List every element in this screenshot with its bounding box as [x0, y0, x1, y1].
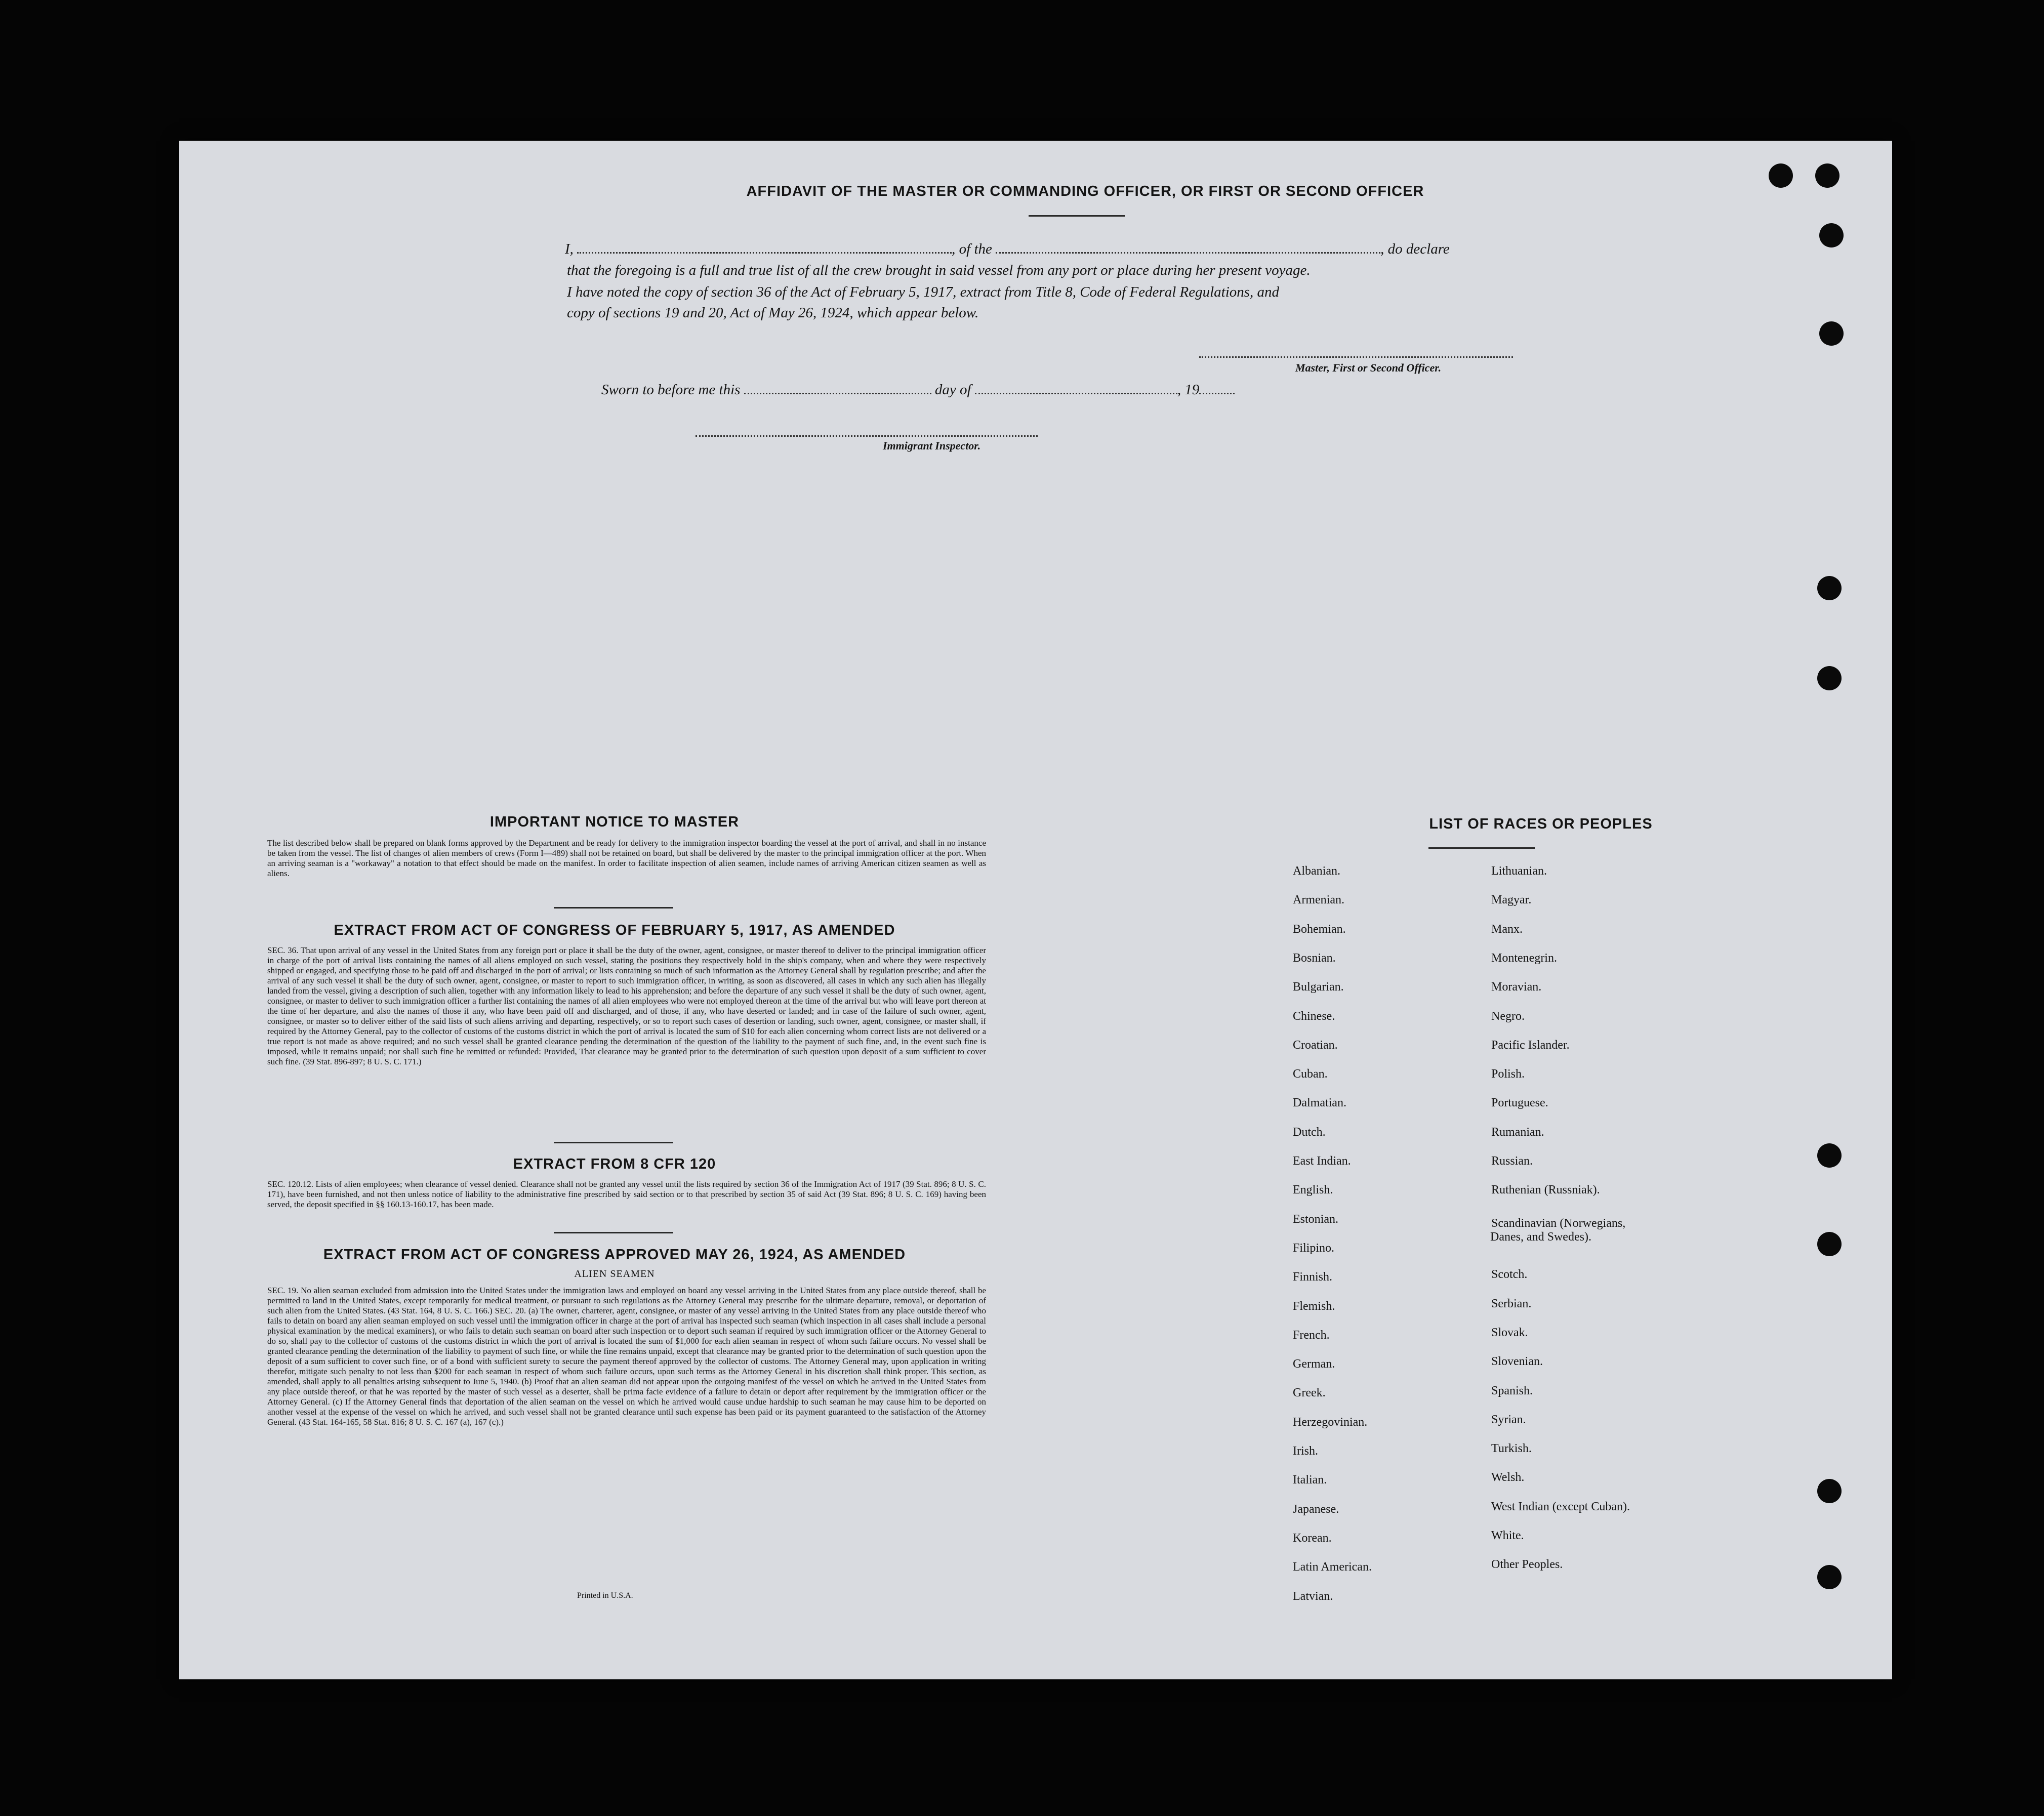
race-item: White. [1491, 1529, 1524, 1542]
race-item: Armenian. [1293, 893, 1344, 907]
declarant-label: I, [565, 241, 574, 257]
race-item: Danes, and Swedes). [1490, 1230, 1591, 1244]
race-item: Irish. [1293, 1444, 1318, 1458]
race-item: Polish. [1491, 1067, 1525, 1081]
divider [554, 1232, 673, 1233]
race-item: Latvian. [1293, 1589, 1333, 1603]
divider [1029, 215, 1125, 217]
divider [554, 1142, 673, 1143]
divider [1428, 847, 1535, 849]
extract-1917-body: SEC. 36. That upon arrival of any vessel in the United States from any foreign port or place it shall be the duty of the owner, agent, consignee, or master thereof to deliver to the principal immigration officer in charge of the port of arrival lists containing the names of all aliens employed on such vessel, stating the positions they respectively hold in the ship's company, when and where they were respectively shipped or engaged, and specifying those to be paid off and discharged in the port of arrival; or lists containing so much of such information as the Attorney General shall by regulation prescribe; and after the arrival of any such vessel it shall be the duty of such owner, agent, consignee, or master to report to such immigration officer, in writing, as soon as discovered, all cases in which any such alien has illegally landed from the vessel, giving a description of such alien, together with any information likely to lead to his apprehension; and before the departure of any such vessel it shall be the duty of such owner, agent, consignee, or master to deliver to such immigration officer a further list containing the names of all alien employees who were not employed thereon at the time of the arrival but who will leave port thereon at the time of her departure, and also the names of those if any, who have been paid off and discharged, and of those, if any, who have deserted or landed; and in case of the failure of such owner, agent, consignee, or master so to deliver either of the said lists of such aliens arriving and departing, respectively, or so to report such cases of desertion or landing, such owner, agent, consignee, or master shall, if required by the Attorney General, pay to the collector of customs of the customs district in which the port of arrival is located the sum of $10 for each alien concerning whom correct lists are not delivered or a true report is not made as above required; and no such vessel shall be granted clearance pending the determination of the question of the liability to the payment of such fine, and, in the event such fine is imposed, while it remains unpaid; nor shall such fine be remitted or refunded: Provided, That clearance may be granted prior to the determination of such question upon deposit of a sum sufficient to cover such fine. (39 Stat. 896-897; 8 U. S. C. 171.) [267, 945, 986, 1066]
race-item: Ruthenian (Russniak). [1491, 1183, 1600, 1197]
race-item: German. [1293, 1357, 1335, 1371]
affidavit-title: AFFIDAVIT OF THE MASTER OR COMMANDING OFFICER, OR FIRST OR SECOND OFFICER [746, 183, 1424, 199]
race-item: Chinese. [1293, 1009, 1335, 1023]
race-item: Herzegovinian. [1293, 1415, 1368, 1429]
race-item: Dutch. [1293, 1125, 1326, 1139]
race-item: Bosnian. [1293, 951, 1336, 965]
race-item: Magyar. [1491, 893, 1532, 907]
race-item: Latin American. [1293, 1560, 1372, 1574]
race-item: East Indian. [1293, 1154, 1351, 1168]
extract-cfr-title: EXTRACT FROM 8 CFR 120 [513, 1156, 716, 1172]
race-item: Turkish. [1491, 1442, 1532, 1456]
race-item: English. [1293, 1183, 1333, 1197]
punch-hole [1819, 223, 1844, 247]
extract-1917-title: EXTRACT FROM ACT OF CONGRESS OF FEBRUARY 5, 1917, AS AMENDED [334, 922, 895, 938]
race-item: Albanian. [1293, 864, 1340, 878]
race-item: Flemish. [1293, 1299, 1335, 1313]
race-item: Welsh. [1491, 1471, 1525, 1484]
punch-hole [1819, 321, 1844, 346]
notice-title: IMPORTANT NOTICE TO MASTER [489, 814, 740, 830]
year-label: , 19 [1177, 382, 1200, 398]
extract-1924-body: SEC. 19. No alien seaman excluded from admission into the United States under the immigration laws and employed on board any vessel arriving in the United States from any place outside thereof, shall be permitted to land in the United States, except temporarily for medical treatment, or pursuant to such regulations as the Attorney General may prescribe for the ultimate departure, removal, or deportation of such alien from the United States. (43 Stat. 164, 8 U. S. C. 166.) SEC. 20. (a) The owner, charterer, agent, consignee, or master of any vessel arriving in the United States from any place outside thereof who fails to detain on board any alien seaman employed on such vessel until the immigration officer in charge at the port of arrival has inspected such seaman (which inspection in all cases shall include a personal physical examination by the medical examiners), or who fails to detain such seaman on board after such inspection or to deport such seaman if required by such immigration officer or the Attorney General to do so, shall pay to the collector of customs of the customs district in which the port of arrival is located the sum of $1,000 for each alien seaman in respect of whom such failure occurs. No vessel shall be granted clearance pending the determination of the liability to payment of such fine, or while the fine remains unpaid, except that clearance may be granted prior to the determination of such question upon the deposit of a sum sufficient to cover such fine, or of a bond with sufficient surety to secure the payment thereof approved by the collector of customs. The Attorney General may, upon application in writing therefor, mitigate such penalty to not less than $200 for each seaman in respect of whom such failure occurs, upon such terms as the Attorney General in his discretion shall think proper. This section, as amended, shall apply to all penalties arising subsequent to June 5, 1940. (b) Proof that an alien seaman did not appear upon the outgoing manifest of the vessel on which he arrived in the United States from any place outside thereof, or that he was reported by the master of such vessel as a deserter, shall be prima facie evidence of a failure to detain or deport after requirement by the immigration officer or the Attorney General. (c) If the Attorney General finds that deportation of the alien seaman on the vessel on which he arrived would cause undue hardship to such seaman he may cause him to be deported on another vessel at the expense of the vessel on which he arrived, and such vessel shall not be granted clearance until such expense has been paid or its payment guaranteed to the satisfaction of the Attorney General. (43 Stat. 164-165, 58 Stat. 816; 8 U. S. C. 167 (a), 167 (c).) [267, 1286, 986, 1427]
race-item: Italian. [1293, 1473, 1327, 1487]
race-item: Estonian. [1293, 1212, 1338, 1226]
race-item: Dalmatian. [1293, 1096, 1346, 1110]
printed-in-usa: Printed in U.S.A. [577, 1591, 633, 1600]
race-item: Lithuanian. [1491, 864, 1547, 878]
punch-hole [1817, 1565, 1842, 1589]
extract-cfr-body: SEC. 120.12. Lists of alien employees; when clearance of vessel denied. Clearance shall not be granted any vessel until the lists required by section 36 of the Immigration Act of 1917 (39 Stat. 896; 8 U. S. C. 171), have been furnished, and not then unless notice of liability to the administrative fine prescribed by said section or to that prescribed by section 35 of said Act (39 Stat. 896; 8 U. S. C. 169) having been served, the deposit specified in §§ 160.13-160.17, has been made. [267, 1179, 986, 1209]
race-item: Cuban. [1293, 1067, 1328, 1081]
punch-hole [1817, 1232, 1842, 1256]
race-item: Moravian. [1491, 980, 1542, 994]
punch-hole [1817, 1479, 1842, 1503]
inspector-signature-line[interactable] [696, 435, 1038, 437]
inspector-label: Immigrant Inspector. [883, 439, 981, 452]
affidavit-line-2: that the foregoing is a full and true list of all the crew brought in said vessel from any port or place during her present voyage. [567, 262, 1311, 278]
race-item: Scandinavian (Norwegians, [1491, 1217, 1626, 1230]
race-item: Spanish. [1491, 1384, 1533, 1397]
vessel-name-field[interactable] [996, 252, 1380, 254]
punch-hole [1815, 163, 1839, 188]
declare-label: , do declare [1380, 241, 1450, 257]
race-item: Finnish. [1293, 1270, 1333, 1284]
punch-hole [1817, 1143, 1842, 1168]
race-item: Other Peoples. [1491, 1558, 1563, 1572]
punch-hole [1817, 576, 1842, 600]
race-item: Serbian. [1491, 1297, 1532, 1310]
master-label: Master, First or Second Officer. [1295, 361, 1442, 374]
sworn-month-field[interactable] [975, 393, 1177, 394]
sworn-year-field[interactable] [1199, 393, 1235, 394]
race-item: Syrian. [1491, 1413, 1526, 1426]
race-item: Montenegrin. [1491, 951, 1557, 965]
extract-1924-subtitle: ALIEN SEAMEN [574, 1268, 655, 1280]
punch-hole [1817, 666, 1842, 690]
sworn-label: Sworn to before me this [601, 382, 741, 398]
race-item: West Indian (except Cuban). [1491, 1500, 1630, 1513]
form-page [179, 141, 1892, 1679]
declarant-name-field[interactable] [577, 252, 952, 254]
of-the-label: , of the [952, 241, 992, 257]
sworn-day-field[interactable] [744, 393, 931, 394]
race-item: Scotch. [1491, 1268, 1528, 1282]
race-item: Negro. [1491, 1009, 1525, 1023]
race-item: Bohemian. [1293, 922, 1346, 936]
race-item: Manx. [1491, 922, 1523, 936]
affidavit-line-4: copy of sections 19 and 20, Act of May 26, 1924, which appear below. [567, 305, 979, 321]
race-item: Croatian. [1293, 1038, 1338, 1052]
race-item: Korean. [1293, 1531, 1332, 1545]
notice-body: The list described below shall be prepared on blank forms approved by the Department and be ready for delivery to the immigration inspector boarding the vessel at the port of arrival, and shall in no instance be taken from the vessel. The list of changes of alien members of crews (Form I—489) shall not be retained on board, but shall be delivered by the master to the principal immigration officer at the port. When an arriving seaman is a "workaway" a notation to that effect should be made on the manifest. In order to facilitate inspection of alien seamen, include names of arriving American citizen seamen as well as aliens. [267, 838, 986, 878]
race-item: Slovenian. [1491, 1355, 1543, 1369]
extract-1924-title: EXTRACT FROM ACT OF CONGRESS APPROVED MAY 26, 1924, AS AMENDED [323, 1247, 906, 1263]
affidavit-line-1 [565, 241, 1704, 258]
race-item: Rumanian. [1491, 1125, 1544, 1139]
master-signature-line[interactable] [1199, 356, 1513, 358]
race-item: Japanese. [1293, 1502, 1339, 1516]
race-item: Portuguese. [1491, 1096, 1548, 1110]
day-of-label: day of [934, 382, 971, 398]
race-item: Russian. [1491, 1154, 1533, 1168]
affidavit-line-3: I have noted the copy of section 36 of the Act of February 5, 1917, extract from Title 8, Code of Federal Regulations, and [567, 284, 1280, 300]
race-item: Bulgarian. [1293, 980, 1344, 994]
divider [554, 907, 673, 909]
punch-hole [1769, 163, 1793, 188]
race-item: Greek. [1293, 1386, 1326, 1400]
races-title: LIST OF RACES OR PEOPLES [1429, 816, 1653, 832]
race-item: Slovak. [1491, 1326, 1528, 1339]
race-item: Filipino. [1293, 1241, 1335, 1255]
race-item: French. [1293, 1328, 1330, 1342]
sworn-line [601, 382, 1235, 398]
race-item: Pacific Islander. [1491, 1038, 1570, 1052]
